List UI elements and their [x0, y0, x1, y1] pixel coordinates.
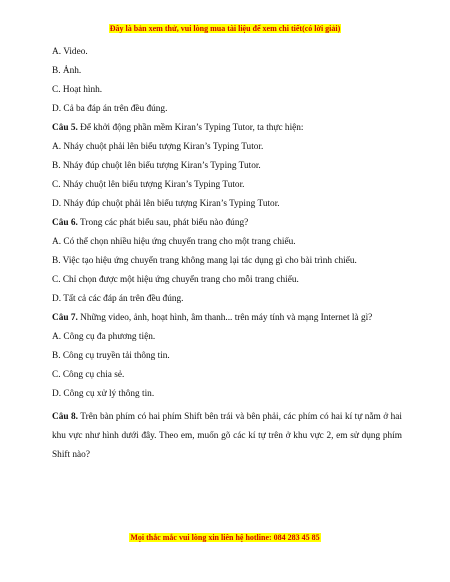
prev-option-b: B. Ảnh.: [52, 66, 82, 76]
question-text: Những video, ảnh, hoạt hình, âm thanh... trên máy tính và mạng Internet là gì?: [77, 313, 373, 323]
preview-notice-banner: [0, 24, 450, 33]
q6-option-d: D. Tất cả các đáp án trên đều đúng.: [52, 294, 184, 304]
question-text: Trong các phát biểu sau, phát biểu nào đúng?: [77, 218, 249, 228]
question-8: [52, 408, 402, 465]
q6-option-b: B. Việc tạo hiệu ứng chuyển trang không mang lại tác dụng gì cho bài trình chiếu.: [52, 256, 357, 266]
q5-option-a: A. Nháy chuột phải lên biểu tượng Kiran’s Typing Tutor.: [52, 142, 264, 152]
q6-option-c: C. Chỉ chọn được một hiệu ứng chuyển trang cho mỗi trang chiếu.: [52, 275, 299, 285]
question-label: Câu 6.: [52, 218, 78, 228]
q7-option-a: A. Công cụ đa phương tiện.: [52, 332, 156, 342]
document-body: [52, 47, 402, 473]
q7-option-b: B. Công cụ truyền tải thông tin.: [52, 351, 170, 361]
question-label: Câu 7.: [52, 313, 78, 323]
q6-option-a: A. Có thể chọn nhiều hiệu ứng chuyển trang cho một trang chiếu.: [52, 237, 296, 247]
q5-option-d: D. Nháy đúp chuột phải lên biểu tượng Kiran’s Typing Tutor.: [52, 199, 280, 209]
contact-hotline-text: Mọi thắc mắc vui lòng xin liên hệ hotline: 084 283 45 85: [130, 533, 320, 542]
question-text: Trên bàn phím có hai phím Shift bên trái và bên phải, các phím có hai kí tự nằm ở hai khu vực như hình dưới đây. Theo em, muốn gõ các kí tự trên ở khu vực 2, em sử dụng phím Shift nào?: [52, 412, 402, 460]
contact-hotline-banner: [0, 533, 450, 542]
question-label: Câu 5.: [52, 123, 78, 133]
question-6: [52, 218, 402, 229]
question-5: [52, 123, 402, 134]
prev-option-c: C. Hoạt hình.: [52, 85, 103, 95]
preview-notice-text: Đây là bản xem thử, vui lòng mua tài liệu để xem chi tiết(có lời giải): [109, 24, 341, 33]
q5-option-b: B. Nháy đúp chuột lên biểu tượng Kiran’s Typing Tutor.: [52, 161, 261, 171]
q7-option-c: C. Công cụ chia sẻ.: [52, 370, 125, 380]
q7-option-d: D. Công cụ xử lý thông tin.: [52, 389, 155, 399]
question-text: Để khởi động phần mềm Kiran’s Typing Tutor, ta thực hiện:: [77, 123, 304, 133]
prev-option-a: A. Video.: [52, 47, 88, 57]
question-label: Câu 8.: [52, 412, 78, 422]
prev-option-d: D. Cả ba đáp án trên đều đúng.: [52, 104, 168, 114]
q5-option-c: C. Nháy chuột lên biểu tượng Kiran’s Typing Tutor.: [52, 180, 245, 190]
question-7: [52, 313, 402, 324]
